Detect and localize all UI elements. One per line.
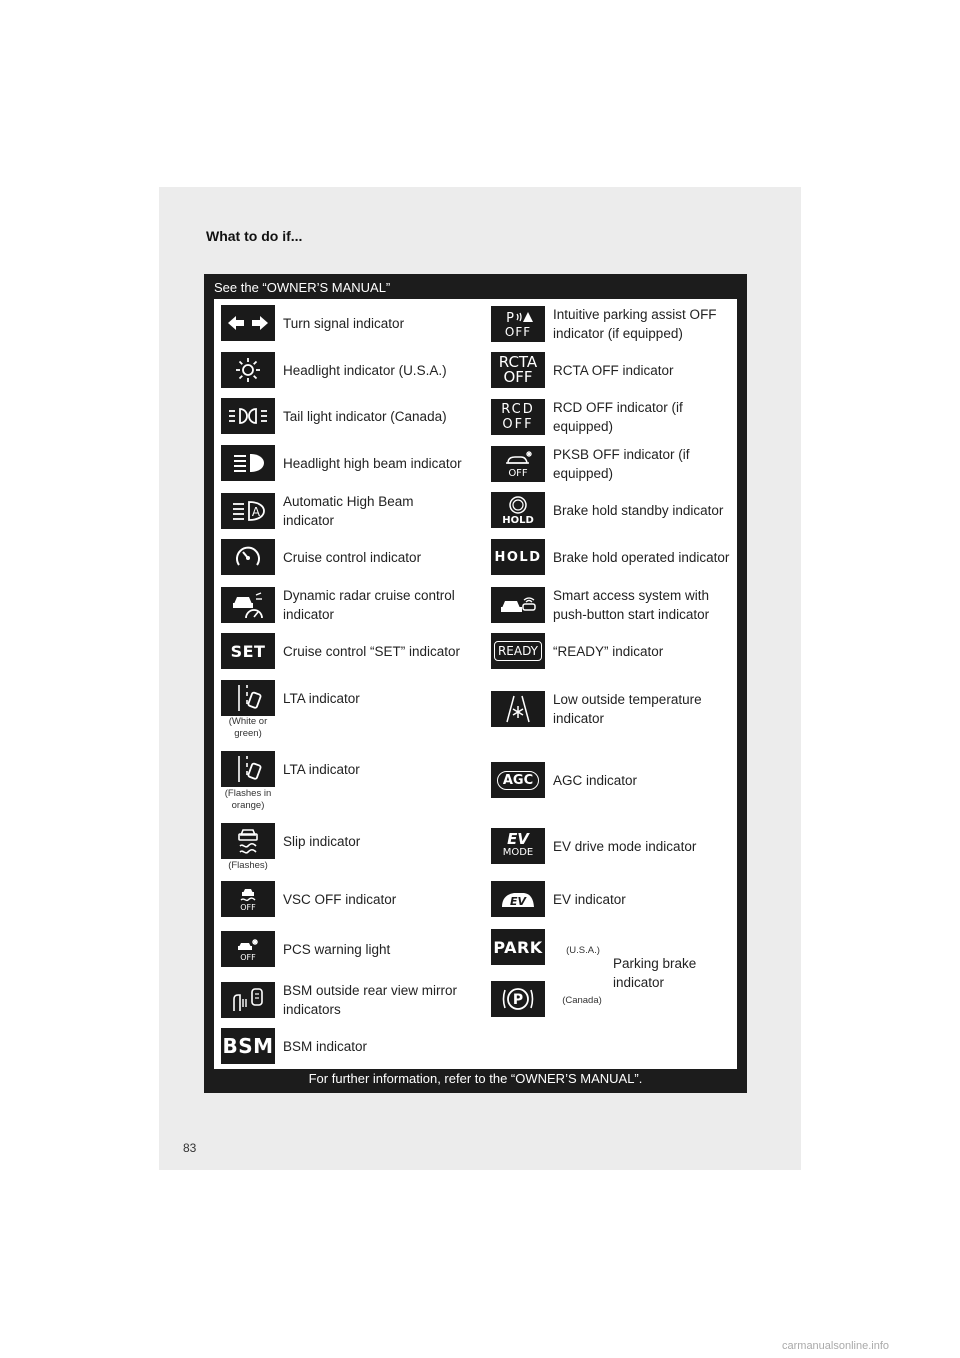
list-item (221, 680, 465, 716)
svg-text:A: A (251, 505, 261, 519)
indicator-label: Low outside temperature indicator (553, 692, 702, 726)
turn-signal-icon (221, 305, 275, 341)
svg-text:EV: EV (509, 895, 527, 908)
indicator-label: BSM indicator (283, 1038, 368, 1054)
cruise-control-icon (221, 539, 275, 575)
indicator-panel (204, 274, 747, 1093)
list-item (491, 305, 731, 343)
indicator-label: Brake hold operated indicator (553, 549, 730, 565)
vsc-off-icon: OFF (221, 881, 275, 917)
indicator-label: “READY” indicator (553, 643, 664, 659)
caption: (Flashes) (228, 860, 268, 871)
slip-icon (221, 823, 275, 859)
list-item (491, 633, 731, 669)
list-item (491, 828, 731, 864)
caption: (U.S.A.) (566, 945, 600, 956)
lta-icon (221, 751, 275, 787)
indicator-label: Brake hold standby indicator (553, 502, 724, 518)
parking-assist-off-icon: P OFF (491, 306, 545, 342)
indicator-label: BSM outside rear view mirror indicators (283, 983, 458, 1017)
list-item (491, 492, 731, 528)
indicator-label: LTA indicator (283, 690, 360, 706)
headlight-icon (221, 352, 275, 388)
indicator-label: Headlight high beam indicator (283, 455, 462, 471)
indicator-label: Headlight indicator (U.S.A.) (283, 362, 447, 378)
brake-hold-icon: HOLD (491, 539, 545, 575)
ready-icon: READY (491, 633, 545, 669)
indicator-label: Intuitive parking assist OFF indicator (if equipped) (553, 307, 717, 341)
pcs-icon: OFF (221, 931, 275, 967)
set-icon: SET (221, 633, 275, 669)
radar-cruise-icon (221, 587, 275, 623)
panel-title: See the “OWNER’S MANUAL” (214, 280, 391, 295)
lta-icon (221, 680, 275, 716)
rcta-off-icon: RCTA OFF (491, 352, 545, 388)
svg-text:P: P (512, 992, 524, 1008)
panel-content (214, 299, 737, 1069)
list-item (491, 398, 731, 436)
indicator-label: Automatic High Beam indicator (283, 494, 414, 528)
list-item (221, 751, 465, 787)
watermark: carmanualsonline.info (782, 1340, 890, 1352)
indicator-label: Tail light indicator (Canada) (283, 408, 447, 424)
ev-mode-icon: EV MODE (491, 828, 545, 864)
list-item (491, 762, 731, 798)
indicator-label: RCD OFF indicator (if equipped) (553, 400, 683, 434)
list-item (221, 398, 465, 434)
indicator-label: EV drive mode indicator (553, 838, 697, 854)
bsm-icon: BSM (221, 1028, 275, 1064)
indicator-label: Parking brake indicator (613, 956, 697, 990)
auto-high-beam-icon (221, 493, 275, 529)
list-item (491, 881, 731, 917)
indicator-label: EV indicator (553, 891, 626, 907)
list-item (491, 352, 731, 388)
list-item (221, 823, 465, 859)
list-item (491, 445, 731, 483)
indicator-label: Turn signal indicator (283, 315, 405, 331)
page-number: 83 (183, 1141, 197, 1155)
indicator-label: Cruise control “SET” indicator (283, 643, 461, 659)
indicator-label: LTA indicator (283, 761, 360, 777)
list-item (221, 305, 465, 341)
indicator-label: Slip indicator (283, 833, 361, 849)
list-item (221, 586, 465, 624)
indicator-label: Cruise control indicator (283, 549, 422, 565)
list-item (221, 352, 465, 388)
list-item (221, 931, 465, 967)
list-item (221, 445, 465, 481)
list-item (491, 539, 731, 575)
low-temp-icon (491, 691, 545, 727)
rcd-off-icon: RCD OFF (491, 399, 545, 435)
panel-footer: For further information, refer to the “OWNER’S MANUAL”. (308, 1071, 643, 1086)
indicator-label: PKSB OFF indicator (if equipped) (553, 447, 690, 481)
list-item (221, 633, 465, 669)
high-beam-icon (221, 445, 275, 481)
indicator-label: VSC OFF indicator (283, 891, 397, 907)
indicator-label: Dynamic radar cruise control indicator (283, 588, 455, 622)
list-item (221, 539, 465, 575)
ev-icon (491, 881, 545, 917)
caption: (Canada) (562, 995, 602, 1006)
pksb-off-icon: OFF (491, 446, 545, 482)
list-item (221, 492, 465, 530)
list-item (491, 690, 731, 728)
list-item (221, 881, 465, 917)
indicator-label: AGC indicator (553, 772, 638, 788)
park-icon: PARK (491, 929, 545, 965)
caption: (White or green) (228, 716, 268, 739)
tail-light-icon (221, 398, 275, 434)
section-title: What to do if... (206, 228, 303, 244)
svg-text:P: P (506, 311, 514, 325)
agc-icon: AGC (491, 762, 545, 798)
indicator-label: RCTA OFF indicator (553, 362, 674, 378)
list-item (221, 981, 465, 1019)
indicator-label: PCS warning light (283, 941, 391, 957)
smart-access-icon (491, 587, 545, 623)
list-item (491, 586, 731, 624)
caption: (Flashes in orange) (224, 788, 272, 811)
bsm-mirror-icon (221, 982, 275, 1018)
list-item (221, 1028, 465, 1064)
parking-brake-icon (491, 981, 545, 1017)
brake-hold-standby-icon: HOLD (491, 492, 545, 528)
indicator-label: Smart access system with push-button start indicator (553, 588, 710, 622)
